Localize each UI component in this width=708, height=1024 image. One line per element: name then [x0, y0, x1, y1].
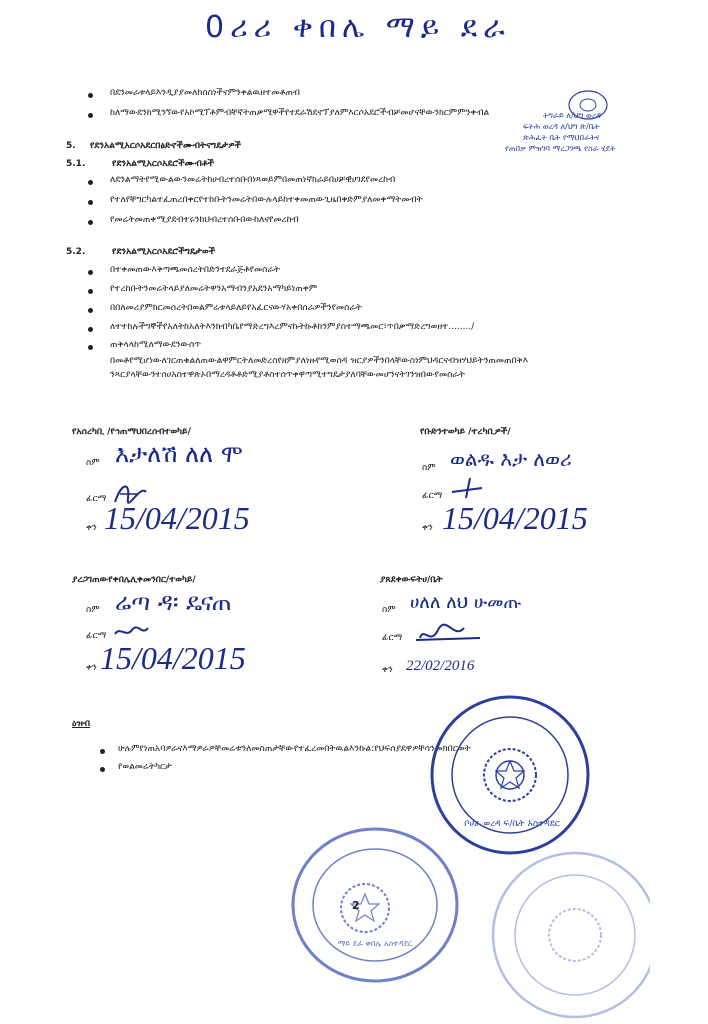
- page-number: 2: [352, 900, 360, 912]
- name-label: ስም: [422, 463, 436, 473]
- signature-label: ፊርማ: [86, 494, 107, 504]
- subsection-title: የደንአልሚአርሶአደሮችሙብቶች: [112, 159, 215, 169]
- date-label: ቀን: [86, 523, 97, 533]
- stamp-note-line: ትግራይ ለ/ህግ ወረዳ: [543, 111, 602, 120]
- subsection-title: የደንአልሚአርሶአደሮችግዴታወች: [112, 247, 216, 257]
- duties-continuation-2: ንጻርያላቸውንተሰሀአስተዋጽኦበማረዳቶቶድሚያቶስተሰጥቀዋጣሚተግዴታያለባቸውመሆንናትገንዝበውየመስራት: [110, 370, 465, 380]
- secondary-seal-icon: [480, 840, 650, 1020]
- signature-heading-kebele-chair: ያረጋገጠውየቀበሌሊቀመንበር/ተወካይ/: [72, 575, 196, 585]
- handwritten-title: 0ሪሪ ቀበሌ ማይ ደራ: [205, 10, 511, 45]
- bullet-marker: [88, 180, 93, 185]
- name-label: ስም: [86, 458, 100, 468]
- handwritten-signature: [414, 620, 484, 650]
- bullet-marker: [100, 749, 105, 754]
- bullet-marker: [88, 220, 93, 225]
- signature-heading-court: ያጸደቀውፍትሀ/ቤት: [380, 575, 443, 585]
- kebele-seal-text: ማይ ደራ ቀበሌ አስተዳደር: [337, 939, 413, 948]
- name-label: ስም: [86, 605, 100, 615]
- handwritten-name: ሬጣ ዳ፡ ዴናጠ: [115, 588, 232, 616]
- bullet-marker: [100, 767, 105, 772]
- handwritten-name: ሀለለ ለህ ሁመጡ: [410, 592, 522, 613]
- date-label: ቀን: [422, 523, 433, 533]
- bullet-marker: [88, 93, 93, 98]
- bullet-marker: [88, 345, 93, 350]
- bullet-marker: [88, 308, 93, 313]
- court-seal-text: ቦሀራ ወረዳ ፍ/ቤት አስተዳደር: [464, 819, 560, 829]
- rights-item-3: የመሬትመጠቀሚያደብተሩንከህብረተሰቡበውከለናየመረከብ: [110, 215, 299, 225]
- notes-heading: ዕዝብ: [72, 719, 91, 729]
- intro-bullet-1: በደንመራቱላይእንዲያያመለከስስነችናምንቀልዉዘተመቶጠብ: [110, 88, 300, 98]
- duties-item-5: ጠቅላላከሚለማውደንውሰጥ: [110, 340, 202, 350]
- handwritten-date: 22/02/2016: [406, 658, 475, 674]
- duties-item-1: በተቀመጠውእቅጣጫመሰረትበድንተደራጅቶየመስራት: [110, 265, 280, 275]
- stamp-note-line: ጽሕፈት ቤት የማህበራትና: [523, 133, 600, 142]
- signature-label: ፊርማ: [382, 633, 403, 643]
- signature-label: ፊርማ: [422, 491, 443, 501]
- handwritten-signature: [448, 476, 488, 500]
- duties-item-4: ለተተከሉችግኞችየአለትከአለትእንክብካቤየማድረግእረምናኩትኩቶክንምያስተማጫመር፣ጥበቃማድረግወዘተ......../: [110, 322, 475, 332]
- stamp-note-line: ፍትሕ ወረዳ ለ/ህግ ጽ/ቤት: [523, 122, 600, 131]
- duties-item-3: በበለመሪያምክርመሰረትበወልምሬቱላይለይየአፈርናውሃአቀበሰራዎችንየመስራት: [110, 303, 362, 313]
- section-title: የደንአልሚአርሶአደርበፅድኖችሙብትናግዴታዎች: [90, 141, 241, 151]
- duties-continuation-1: በመቶየሚሆነውለገርጠቁልለጠውልዋምርትለመድረስየዘምያለነዙየሚወሰዳ ዝርያዎችንበላቸውስነምህዳርናብዝሃህይትንጠመጠበቅእ: [110, 356, 529, 366]
- signature-heading-handover: የአሰረካቢ /የኅጠማህበረሰብተወካይ/: [72, 427, 191, 437]
- subsection-number: 5.1.: [66, 159, 86, 169]
- handwritten-date: 15/04/2015: [100, 640, 246, 676]
- rights-item-1: ለደንልማትየሚውልውንመሬትከሀብረተሰቡበነጻወይምበመጠነኛክራይበሀቻዊሀገደየመረከብ: [110, 175, 396, 185]
- handwritten-name: እታለሽ ለለ ሞ: [115, 440, 243, 468]
- signature-label: ፊርማ: [86, 631, 107, 641]
- kebele-seal-icon: [285, 820, 465, 990]
- subsection-number: 5.2.: [66, 247, 86, 257]
- stamp-note-line: የጠበቃ ምዝገባ ማረጋገጫ የስራ ሂደት: [505, 144, 616, 153]
- handwritten-date: 15/04/2015: [442, 500, 588, 536]
- bullet-marker: [88, 327, 93, 332]
- small-seal-icon: [566, 88, 610, 122]
- handwritten-name: ወልዱ እታ ለወሪ: [450, 447, 572, 471]
- intro-bullet-2: ከለማውደንከሚንኘውየአኮሚፕቶምብቸኛትጠቃሚዋችየተደራሽደኖፕያለምእርሶአደሮችብቻመሆናቸውንክርምምንቀብል: [110, 108, 490, 118]
- duties-item-2: የተረከቡትንመሬትላይያለመሬትዋንአማብንያአደንአማካይነጠቀም: [110, 284, 318, 294]
- bullet-marker: [88, 113, 93, 118]
- notes-item-2: የወልመሬትካርታ: [118, 762, 172, 772]
- signature-heading-group: የቡድንተወካይ /ተረካቢዎች/: [420, 427, 511, 437]
- bullet-marker: [88, 289, 93, 294]
- date-label: ቀን: [86, 663, 97, 673]
- bullet-marker: [88, 270, 93, 275]
- name-label: ስም: [382, 605, 396, 615]
- handwritten-date: 15/04/2015: [104, 500, 250, 536]
- section-number: 5.: [66, 141, 76, 151]
- rights-item-2: የተለየቸግርካልተፈጠረበቀርየተከቡትንመሬትበውሉላይከተቀመጠውጊዜበቀድምያለመቀማትመብት: [110, 195, 423, 205]
- bullet-marker: [88, 200, 93, 205]
- notes-item-1: ሁሉምየነጠአባዎራናእማዎራዎቸመሬቱንለመስጠታቸውየተፈረመበትዉልእንኩል:የህፍሰያደዋዎቸሳንመክበርወት: [118, 744, 471, 754]
- handwritten-signature: [112, 622, 152, 642]
- date-label: ቀን: [382, 665, 393, 675]
